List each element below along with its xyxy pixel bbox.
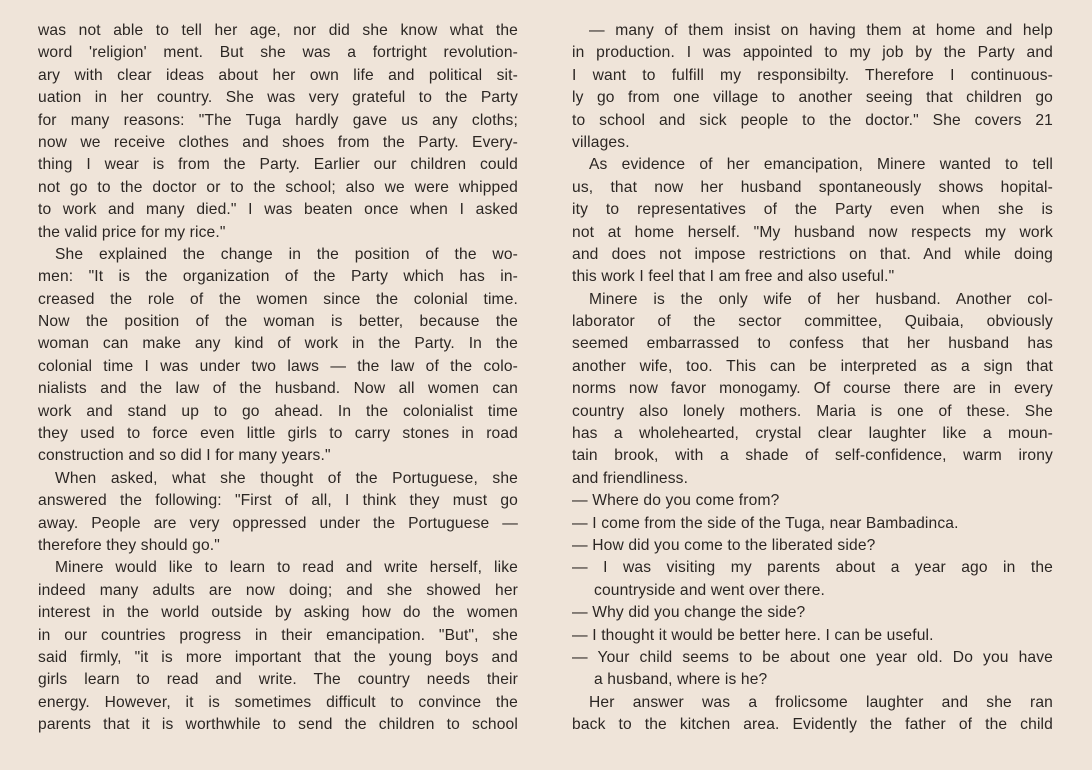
left-column-line: woman can make any kind of work in the Party. In the	[38, 335, 518, 353]
left-column-line: ary with clear ideas about her own life and political sit-	[38, 66, 518, 84]
right-column-line: us, that now her husband spontaneously shows hopital-	[572, 178, 1053, 196]
left-column-line: creased the role of the women since the colonial time.	[38, 290, 518, 308]
right-column-line: — Why did you change the side?	[572, 604, 806, 622]
left-column-line: When asked, what she thought of the Portuguese, she	[55, 469, 518, 487]
right-column-line: another wife, too. This can be interpreted as a sign that	[572, 357, 1053, 375]
left-column-line: Minere would like to learn to read and write herself, like	[55, 559, 518, 577]
right-column-line: and does not impose restrictions on that. And while doing	[572, 245, 1053, 263]
right-column-line: back to the kitchen area. Evidently the father of the child	[572, 716, 1053, 734]
right-column-line: ity to representatives of the Party even when she is	[572, 201, 1053, 219]
left-column-line: thing I wear is from the Party. Earlier our children could	[38, 156, 518, 174]
left-column-line: answered the following: "First of all, I think they must go	[38, 492, 518, 510]
right-column-line: — I thought it would be better here. I can be useful.	[572, 626, 934, 644]
right-column-line: — How did you come to the liberated side?	[572, 536, 876, 554]
right-column-line: not at home herself. "My husband now respects my work	[572, 223, 1053, 241]
right-column-line: and friendliness.	[572, 469, 689, 487]
right-column-line: a husband, where is he?	[594, 671, 768, 689]
right-column-line: Her answer was a frolicsome laughter and she ran	[589, 693, 1053, 711]
right-column-line: ly go from one village to another seeing that children go	[572, 89, 1053, 107]
right-column-line: tain brook, with a shade of self-confidence, warm irony	[572, 447, 1053, 465]
left-column-line: girls learn to read and write. The country needs their	[38, 671, 518, 689]
left-column-line: for many reasons: "The Tuga hardly gave us any cloths;	[38, 111, 518, 129]
left-column-line: work and stand up to go ahead. In the colonialist time	[38, 402, 518, 420]
right-column-line: — I come from the side of the Tuga, near Bambadinca.	[572, 514, 959, 532]
left-column-line: energy. However, it is sometimes difficult to convince the	[38, 693, 518, 711]
right-column-line: I want to fulfill my responsibilty. Therefore I continuous-	[572, 66, 1053, 84]
left-column-line: not go to the doctor or to the school; also we were whipped	[38, 178, 518, 196]
right-column-line: in production. I was appointed to my job by the Party and	[572, 44, 1053, 62]
right-column-line: — Your child seems to be about one year old. Do you have	[572, 648, 1053, 666]
left-column-line: parents that it is worthwhile to send the children to school	[38, 716, 518, 734]
right-column-line: countryside and went over there.	[594, 581, 826, 599]
left-column-line: Now the position of the woman is better, because the	[38, 313, 518, 331]
right-column-line: — Where do you come from?	[572, 492, 780, 510]
right-column-line: — many of them insist on having them at home and help	[589, 22, 1053, 39]
right-column-line: villages.	[572, 133, 630, 151]
left-column-line: indeed many adults are now doing; and she showed her	[38, 581, 518, 599]
right-text-column	[572, 20, 1053, 737]
right-column-line: has a wholehearted, crystal clear laughter like a moun-	[572, 425, 1053, 443]
right-column-line: norms now favor monogamy. Of course there are in every	[572, 380, 1053, 398]
left-column-line: She explained the change in the position of the wo-	[55, 245, 518, 263]
left-column-line: to work and many died." I was beaten once when I asked	[38, 201, 518, 219]
right-column-line: to school and sick people to the doctor." She covers 21	[572, 111, 1053, 129]
left-column-line: nialists and the law of the husband. Now all women can	[38, 380, 518, 398]
right-column-line: Minere is the only wife of her husband. Another col-	[589, 290, 1053, 308]
left-column-line: men: "It is the organization of the Party which has in-	[38, 268, 518, 286]
right-column-line: seemed embarrassed to confess that her husband has	[572, 335, 1053, 353]
left-column-line: therefore they should go."	[38, 536, 220, 554]
right-column-line: — I was visiting my parents about a year ago in the	[572, 559, 1053, 577]
left-column-line: construction and so did I for many years."	[38, 447, 331, 465]
left-column-line: they used to force even little girls to carry stones in road	[38, 425, 518, 443]
left-column-line: word 'religion' ment. But she was a fortright revolution-	[38, 44, 518, 62]
left-column-line: uation in her country. She was very grateful to the Party	[38, 89, 518, 107]
right-column-line: country also lonely mothers. Maria is one of these. She	[572, 402, 1053, 420]
left-column-line: in our countries progress in their emancipation. "But", she	[38, 626, 518, 644]
left-column-line: interest in the world outside by asking how do the women	[38, 604, 518, 622]
left-text-column	[38, 20, 518, 737]
left-column-line: away. People are very oppressed under the Portuguese —	[38, 514, 518, 532]
right-column-line: this work I feel that I am free and also useful."	[572, 268, 895, 286]
left-column-line: was not able to tell her age, nor did she know what the	[38, 22, 518, 39]
left-column-line: colonial time I was under two laws — the law of the colo-	[38, 357, 518, 375]
right-column-line: As evidence of her emancipation, Minere wanted to tell	[589, 156, 1053, 174]
right-column-line: laborator of the sector committee, Quibaia, obviously	[572, 313, 1053, 331]
left-column-line: said firmly, "it is more important that the young boys and	[38, 648, 518, 666]
left-column-line: now we receive clothes and shoes from the Party. Every-	[38, 133, 518, 151]
left-column-line: the valid price for my rice."	[38, 223, 226, 241]
